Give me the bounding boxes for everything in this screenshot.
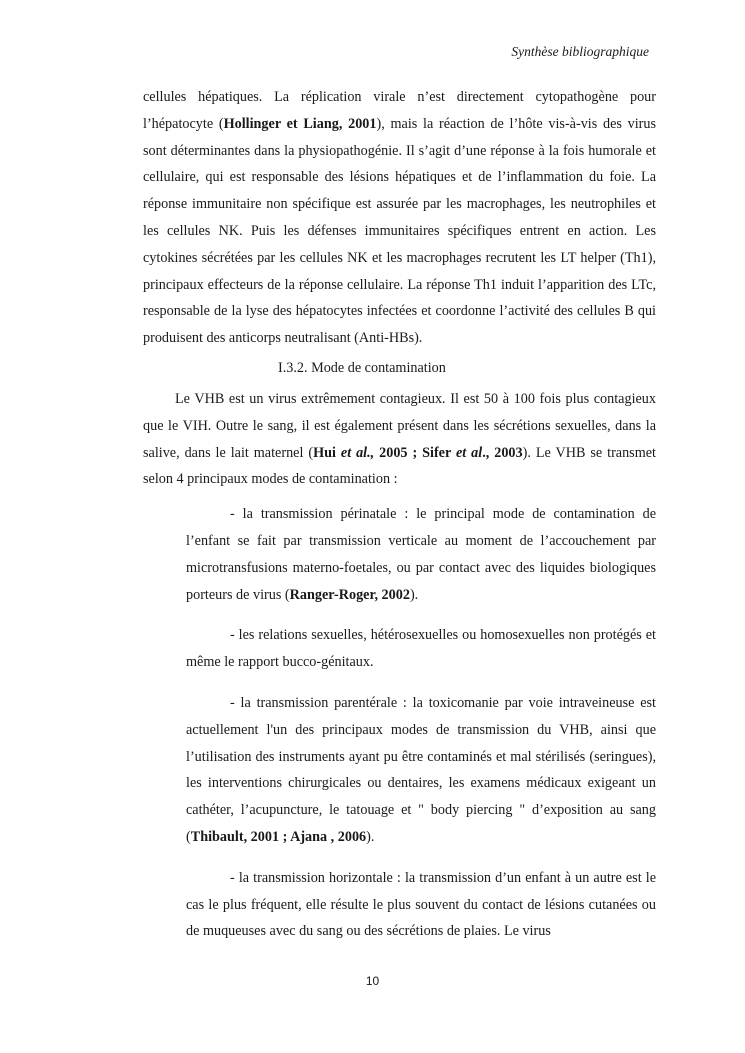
- running-header: Synthèse bibliographique: [511, 44, 649, 59]
- list-item-perinatal: [186, 501, 656, 608]
- citation-year: ., 2003: [482, 444, 523, 461]
- list-item-parenteral: [186, 690, 656, 851]
- item-text: [186, 690, 656, 851]
- citation: [313, 445, 523, 461]
- item-text: [186, 622, 656, 676]
- citation-etal: et al.,: [340, 444, 375, 461]
- item-text: [186, 865, 656, 945]
- list-item-horizontal: [186, 865, 656, 945]
- citation-year: 2005 ; Sifer: [374, 444, 456, 461]
- citation: Ranger-Roger, 2002: [289, 586, 410, 603]
- text-span: ), mais la réaction de l’hôte vis-à-vis des virus sont déterminantes dans la physiopathogénie. Il s’agit d’une réponse à la fois humorale et cellulaire, qui est responsable des lésions hépatiques et de l’inflammation du foie. La réponse immunitaire non spécifique est assurée par les macrophages, les neutrophiles et les cellules NK. Puis les défenses immunitaires spécifiques entrent en action. Les cytokines sécrétées par les cellules NK et les macrophages recrutent les LT helper (Th1), principaux effecteurs de la réponse cellulaire. La réponse Th1 induit l’apparition des LTc, responsable de la lyse des hépatocytes infectées et coordonne l’activité des cellules B qui produisent des anticorps neutralisant (Anti-HBs).: [143, 115, 657, 347]
- text-span: ).: [366, 828, 375, 845]
- text-span: ).: [409, 586, 419, 603]
- text-span: ). Le VHB se transmet selon 4 principaux modes de contamination :: [143, 444, 656, 488]
- text-span: cellules hépatiques. La réplication virale n’est directement cytopathogène pour l’hépatocyte (: [143, 89, 656, 132]
- paragraph-contagion: [143, 386, 656, 493]
- citation: Thibault, 2001 ; Ajana , 2006: [190, 828, 367, 845]
- item-text: [186, 501, 656, 608]
- text-span: Le VHB est un virus extrêmement contagieux. Il est 50 à 100 fois plus contagieux que le VIH. Outre le sang, il est également présent dans les sécrétions sexuelles, dans la salive, dans le lait maternel (: [143, 390, 656, 461]
- citation-author: Hui: [313, 444, 341, 461]
- citation: Hollinger et Liang, 2001: [223, 115, 377, 132]
- text-span: - la transmission périnatale : le principal mode de contamination de l’enfant se fait par transmission verticale au moment de l’accouchement par microtransfusions materno-foetales, ou par contact avec des liquides biologiques porteurs de virus (: [186, 506, 656, 603]
- citation-etal: et al: [455, 444, 483, 461]
- page-number: 10: [365, 974, 380, 988]
- text-span: - la transmission horizontale : la transmission d’un enfant à un autre est le cas le plus fréquent, elle résulte le plus souvent du contact de lésions cutanées ou de muqueuses avec du sang ou des sécrétions de plaies. Le virus: [186, 869, 656, 940]
- section-heading: I.3.2. Mode de contamination: [278, 359, 446, 376]
- paragraph-immune-response: [143, 84, 656, 352]
- document-body: [143, 84, 656, 945]
- text-span: - les relations sexuelles, hétérosexuelles ou homosexuelles non protégés et même le rapport bucco-génitaux.: [186, 627, 656, 671]
- list-item-sexual: [186, 622, 656, 676]
- text-span: - la transmission parentérale : la toxicomanie par voie intraveineuse est actuellement l'un des principaux modes de transmission du VHB, ainsi que l’utilisation des instruments ayant pu être contaminés et mal stérilisés (seringues), les interventions chirurgicales ou dentaires, les examens médicaux exigeant un cathéter, l’acupuncture, le tatouage et " body piercing " d’exposition au sang (: [186, 694, 656, 845]
